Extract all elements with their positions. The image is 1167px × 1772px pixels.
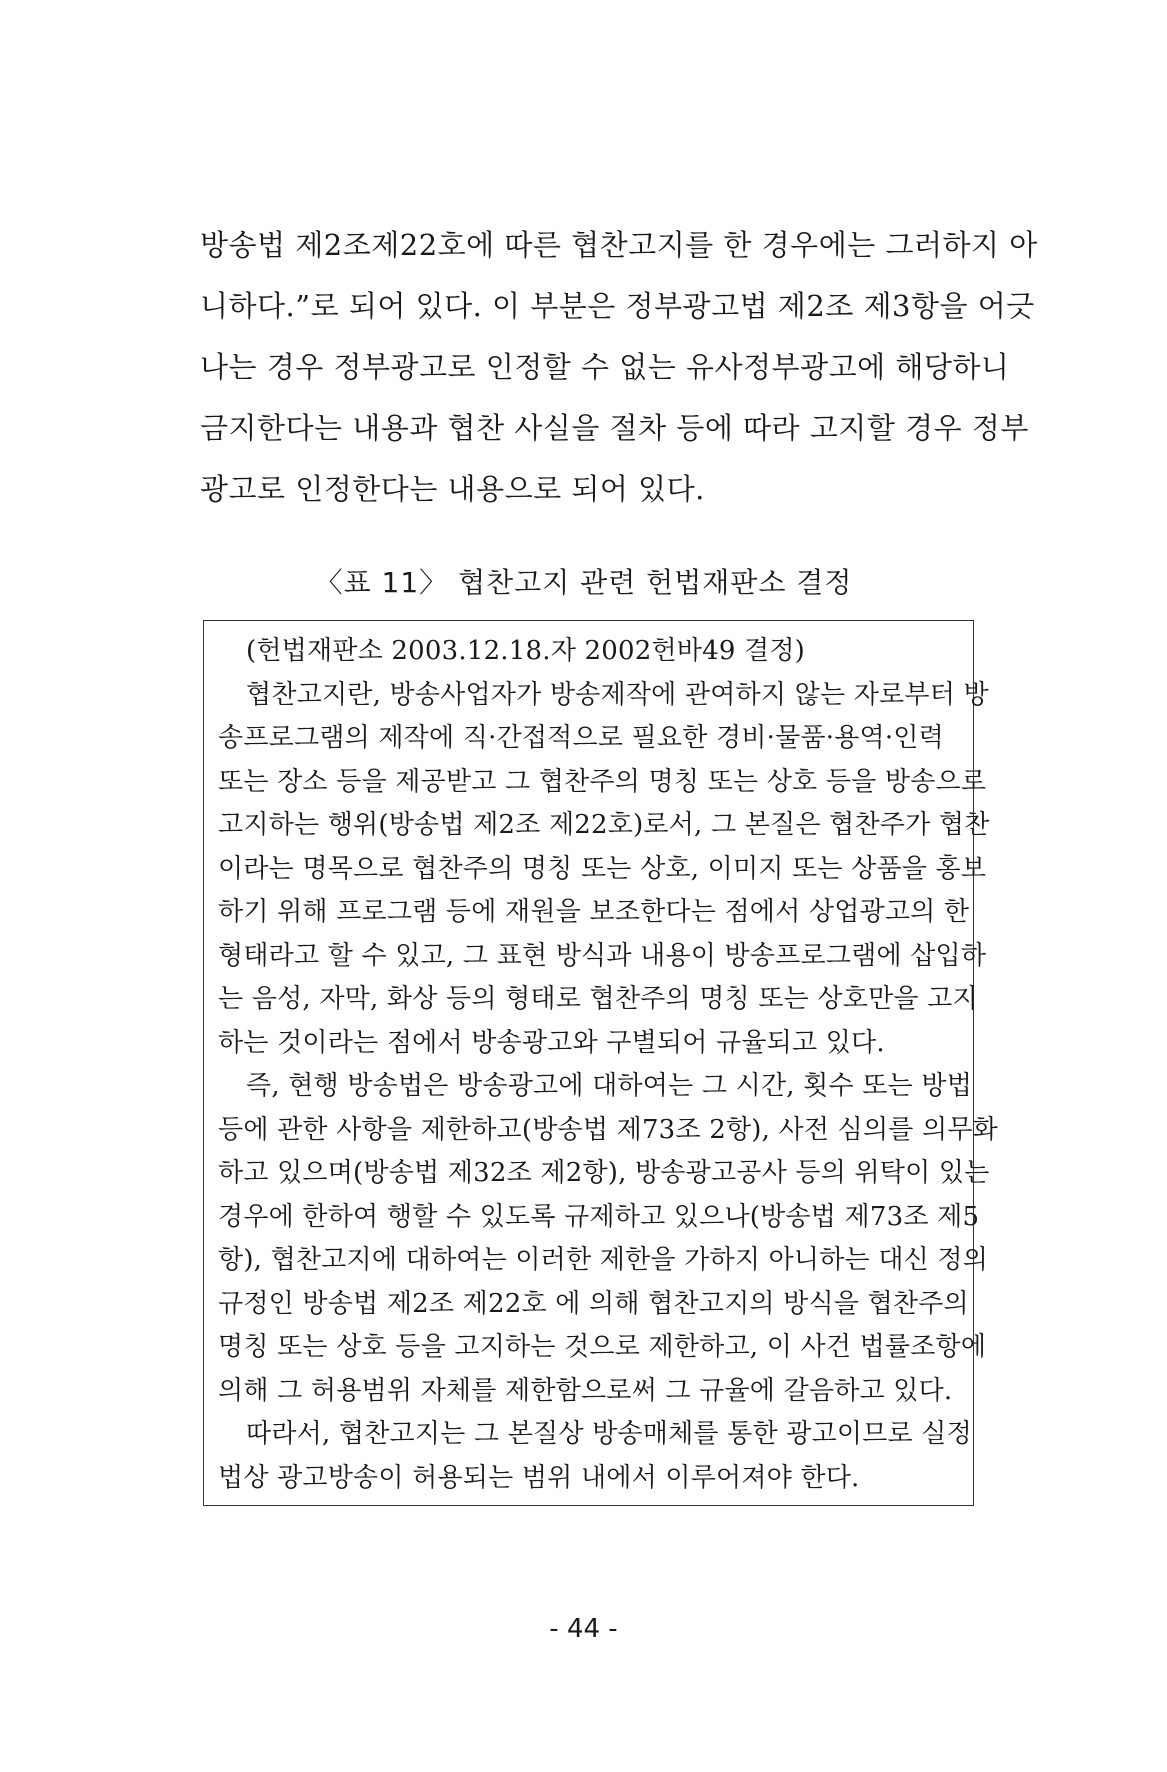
decision-line: 하는 것이라는 점에서 방송광고와 구별되어 규율되고 있다.	[218, 1027, 885, 1058]
decision-line: 송프로그램의 제작에 직·간접적으로 필요한 경비·물품·용역·인력	[218, 723, 944, 753]
decision-line: 의해 그 허용범위 자체를 제한함으로써 그 규율에 갈음하고 있다.	[218, 1375, 953, 1406]
page-number: - 44 -	[549, 1614, 618, 1644]
decision-line: 협찬고지란, 방송사업자가 방송제작에 관여하지 않는 자로부터 방	[246, 679, 989, 710]
decision-line: 등에 관한 사항을 제한하고(방송법 제73조 2항), 사전 심의를 의무화	[218, 1114, 998, 1145]
decision-line: 규정인 방송법 제2조 제22호 에 의해 협찬고지의 방식을 협찬주의	[218, 1288, 969, 1319]
decision-line: 항), 협찬고지에 대하여는 이러한 제한을 가하지 아니하는 대신 정의	[218, 1245, 989, 1275]
decision-line: 형태라고 할 수 있고, 그 표현 방식과 내용이 방송프로그램에 삽입하	[218, 940, 987, 971]
decision-line: 는 음성, 자막, 화상 등의 형태로 협찬주의 명칭 또는 상호만을 고지	[218, 984, 978, 1014]
table-caption: 〈표 11〉 협찬고지 관련 헌법재판소 결정	[314, 566, 853, 599]
decision-line: 명칭 또는 상호 등을 고지하는 것으로 제한하고, 이 사건 법률조항에	[218, 1332, 987, 1362]
decision-line: 고지하는 행위(방송법 제2조 제22호)로서, 그 본질은 협찬주가 협찬	[218, 810, 990, 840]
body-line: 광고로 인정한다는 내용으로 되어 있다.	[200, 472, 705, 506]
body-line: 나는 경우 정부광고로 인정할 수 없는 유사정부광고에 해당하니	[200, 350, 1010, 384]
decision-line: 경우에 한하여 행할 수 있도록 규제하고 있으나(방송법 제73조 제5	[218, 1201, 980, 1232]
decision-line: 이라는 명목으로 협찬주의 명칭 또는 상호, 이미지 또는 상품을 홍보	[218, 853, 987, 884]
decision-line: 따라서, 협찬고지는 그 본질상 방송매체를 통한 광고이므로 실정	[246, 1419, 972, 1449]
body-paragraph	[200, 215, 1038, 520]
body-line: 니하다.”로 되어 있다. 이 부분은 정부광고법 제2조 제3항을 어긋	[200, 289, 1035, 323]
decision-line: 즉, 현행 방송법은 방송광고에 대하여는 그 시간, 횟수 또는 방법	[246, 1071, 973, 1101]
decision-box	[203, 620, 998, 1506]
decision-citation: (헌법재판소 2003.12.18.자 2002헌바49 결정)	[246, 636, 806, 666]
decision-line: 또는 장소 등을 제공받고 그 협찬주의 명칭 또는 상호 등을 방송으로	[218, 766, 987, 797]
decision-line: 하기 위해 프로그램 등에 재원을 보조한다는 점에서 상업광고의 한	[218, 897, 970, 927]
decision-line: 법상 광고방송이 허용되는 범위 내에서 이루어져야 한다.	[218, 1462, 860, 1493]
body-line: 금지한다는 내용과 협찬 사실을 절차 등에 따라 고지할 경우 정부	[200, 411, 1029, 445]
body-line: 방송법 제2조제22호에 따른 협찬고지를 한 경우에는 그러하지 아	[200, 228, 1038, 262]
decision-line: 하고 있으며(방송법 제32조 제2항), 방송광고공사 등의 위탁이 있는	[218, 1158, 990, 1188]
